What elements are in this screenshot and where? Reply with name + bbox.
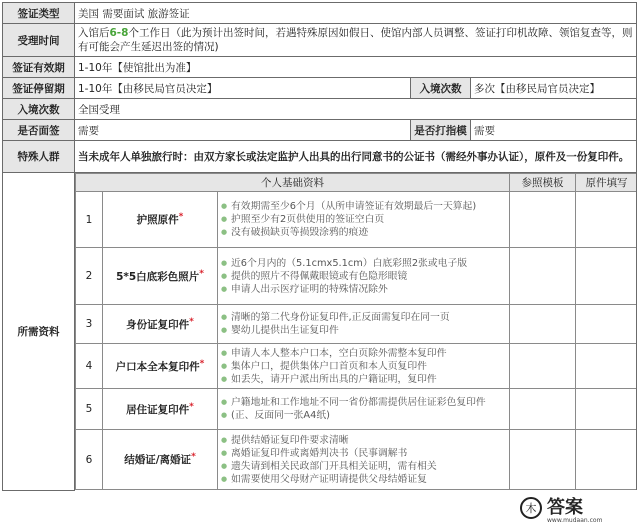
template-cell xyxy=(510,389,576,430)
document-notes xyxy=(218,430,510,490)
document-name: 身份证复印件* xyxy=(103,305,218,344)
validity-value: 1-10年【使馆批出为准】 xyxy=(75,57,637,78)
basic-materials-header: 个人基础资料 xyxy=(76,174,510,192)
material-row xyxy=(76,344,637,389)
original-fill-cell xyxy=(576,389,637,430)
note-item: ● 婴幼儿提供出生证复印件 xyxy=(231,324,506,337)
original-fill-cell xyxy=(576,305,637,344)
document-notes xyxy=(218,305,510,344)
interview-value: 需要 xyxy=(75,120,411,141)
stay-label: 签证停留期 xyxy=(3,78,75,99)
required-star: * xyxy=(189,401,194,412)
entries-right-label: 入境次数 xyxy=(411,78,471,99)
document-name: 户口本全本复印件* xyxy=(103,344,218,389)
materials-table xyxy=(75,173,637,490)
template-cell xyxy=(510,344,576,389)
document-notes xyxy=(218,389,510,430)
required-star: * xyxy=(199,268,204,279)
original-fill-cell xyxy=(576,192,637,248)
material-row xyxy=(76,305,637,344)
note-item: ● 提供结婚证复印件要求清晰 xyxy=(231,434,506,447)
note-item: ● 集体户口，提供集体户口首页和本人页复印件 xyxy=(231,360,506,373)
entries-left-value: 全国受理 xyxy=(75,99,637,120)
visa-type-value: 美国 需要面试 旅游签证 xyxy=(75,3,637,24)
template-cell xyxy=(510,305,576,344)
note-item: ● 近6个月内的（5.1cmx5.1cm）白底彩照2张或电子版 xyxy=(231,257,506,270)
original-fill-cell xyxy=(576,344,637,389)
material-row xyxy=(76,248,637,305)
required-star: * xyxy=(178,212,184,222)
note-item: ● 申请人出示医疗证明的特殊情况除外 xyxy=(231,283,506,296)
original-fill-cell xyxy=(576,248,637,305)
document-notes xyxy=(218,344,510,389)
required-star: * xyxy=(191,452,196,462)
note-item: ● (正、反面同一张A4纸) xyxy=(231,409,506,422)
entries-right-value: 多次【由移民局官员决定】 xyxy=(471,78,637,99)
watermark-url: www.mudaan.com xyxy=(547,517,603,524)
processing-days: 6-8 xyxy=(109,27,129,39)
watermark-logo xyxy=(517,494,637,524)
stay-value: 1-10年【由移民局官员决定】 xyxy=(75,78,411,99)
template-header: 参照模板 xyxy=(510,174,576,192)
row-number: 6 xyxy=(76,430,103,490)
watermark-text: 答案 xyxy=(547,497,583,518)
document-name: 居住证复印件* xyxy=(103,389,218,430)
entries-left-label: 入境次数 xyxy=(3,99,75,120)
required-star: * xyxy=(189,316,194,327)
materials-label: 所需资料 xyxy=(3,173,75,491)
document-name: 结婚证/离婚证* xyxy=(103,430,218,490)
note-item: ● 护照至少有2页供使用的签证空白页 xyxy=(231,213,506,226)
materials-list xyxy=(76,192,637,490)
processing-time-label: 受理时间 xyxy=(3,24,75,57)
validity-label: 签证有效期 xyxy=(3,57,75,78)
template-cell xyxy=(510,192,576,248)
original-fill-header: 原件填写 xyxy=(576,174,637,192)
template-cell xyxy=(510,248,576,305)
note-item: ● 如需要使用父母财产证明请提供父母结婚证复 xyxy=(231,473,506,486)
note-item: ● 申请人本人整本户口本，空白页除外需整本复印件 xyxy=(231,347,506,360)
document-name: 5*5白底彩色照片* xyxy=(103,248,218,305)
svg-text:木: 木 xyxy=(525,502,537,515)
note-item: ● 有效期需至少6个月（从所申请签证有效期最后一天算起) xyxy=(231,200,506,213)
row-number: 3 xyxy=(76,305,103,344)
visa-info-table xyxy=(2,2,637,491)
document-notes xyxy=(218,248,510,305)
note-item: ● 提供的照片不得佩戴眼镜或有色隐形眼镜 xyxy=(231,270,506,283)
row-number: 1 xyxy=(76,192,103,248)
processing-time-value: 入馆后6-8个工作日（此为预计出签时间，若遇特殊原因如假日、使馆内部人员调整、签证打印机故障、领馆复查等，则有可能会产生延迟出签的情况) xyxy=(75,24,637,57)
fingerprint-label: 是否打指模 xyxy=(411,120,471,141)
row-number: 5 xyxy=(76,389,103,430)
note-item: ● 没有破损缺页等损毁涂鸦的痕迹 xyxy=(231,226,506,239)
note-item: ● 清晰的第二代身份证复印件,正反面需复印在同一页 xyxy=(231,311,506,324)
template-cell xyxy=(510,430,576,490)
note-item: ● 遗失请到相关民政部门开具相关证明，需有相关 xyxy=(231,460,506,473)
original-fill-cell xyxy=(576,430,637,490)
material-row xyxy=(76,389,637,430)
material-row xyxy=(76,192,637,248)
visa-type-label: 签证类型 xyxy=(3,3,75,24)
fingerprint-value: 需要 xyxy=(471,120,637,141)
note-item: ● 离婚证复印件或离婚判决书（民事调解书 xyxy=(231,447,506,460)
material-row xyxy=(76,430,637,490)
special-label: 特殊人群 xyxy=(3,141,75,173)
special-value: 当未成年人单独旅行时：由双方家长或法定监护人出具的出行同意书的公证书（需经外事办认证），原件及一份复印件。 xyxy=(75,141,637,173)
document-notes xyxy=(218,192,510,248)
note-item: ● 如丢失，请开户派出所出具的户籍证明，复印件 xyxy=(231,373,506,386)
note-item: ● 户籍地址和工作地址不同一省份都需提供居住证彩色复印件 xyxy=(231,396,506,409)
row-number: 2 xyxy=(76,248,103,305)
required-star: * xyxy=(199,358,205,369)
document-name: 护照原件* xyxy=(103,192,218,248)
row-number: 4 xyxy=(76,344,103,389)
interview-label: 是否面签 xyxy=(3,120,75,141)
